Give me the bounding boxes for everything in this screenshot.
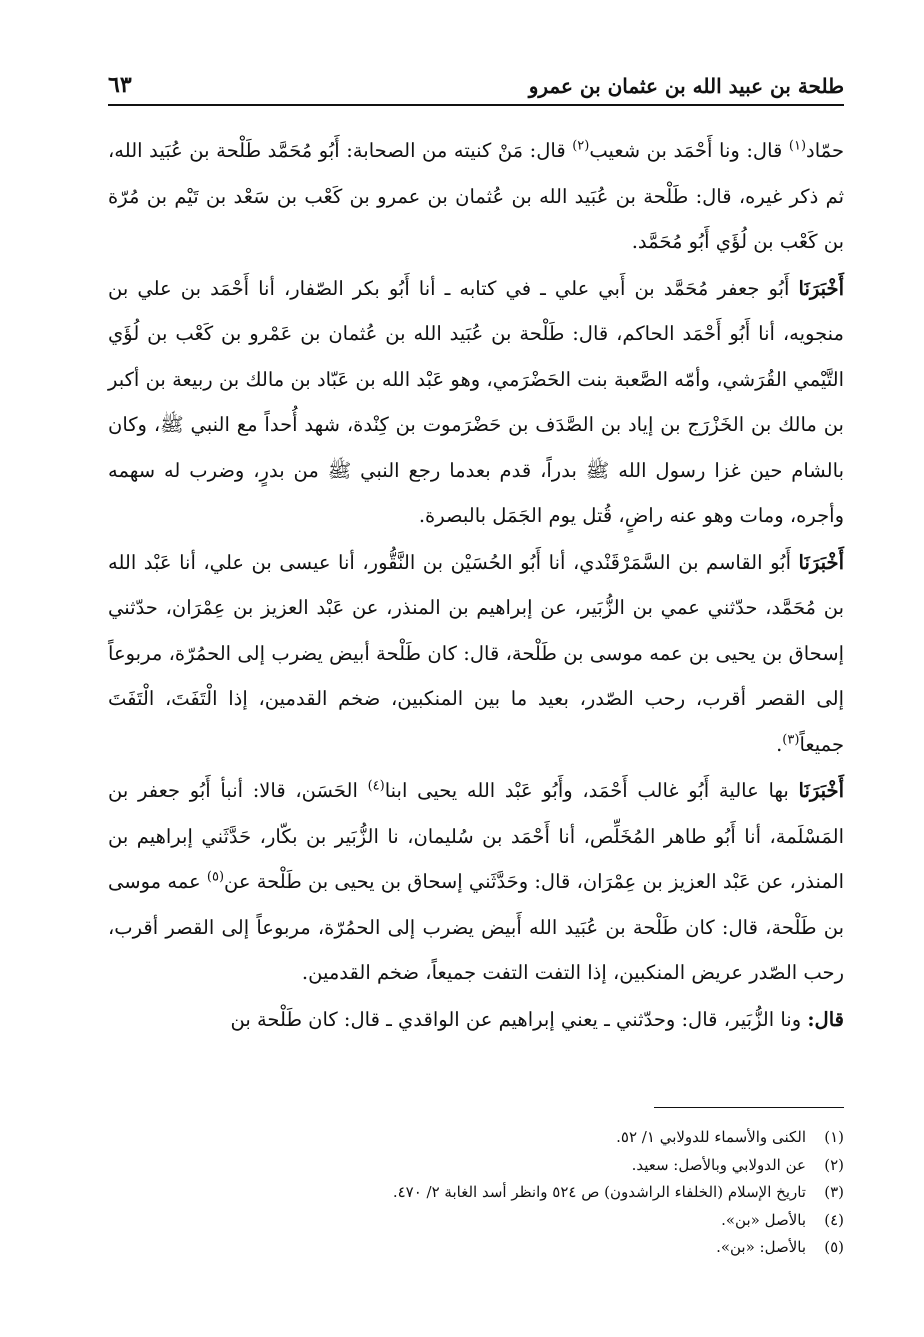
paragraph-text: بها عالية أَبُو غالب أَحْمَد، وأَبُو عَبْد الله يحيى ابنا bbox=[384, 779, 799, 802]
footnote-text: بالأصل: «بن». bbox=[716, 1238, 806, 1256]
paragraph-lead-word: أَخْبَرَنَا bbox=[798, 779, 844, 802]
footnote-number: (٥) bbox=[824, 1238, 844, 1256]
footnote-item bbox=[108, 1124, 844, 1152]
footnote-reference: (٣) bbox=[782, 732, 800, 747]
page-number: ٦٣ bbox=[108, 72, 132, 98]
text-paragraph bbox=[108, 266, 844, 539]
paragraph-text: الحَسَن، قالا: أنبأ أَبُو جعفر بن المَسْلَمة، أنا أَبُو طاهر المُخَلِّص، أنا أَحْمَد بن سُليمان، نا الزُّبَير بن بكّار، حَدَّثَني إبراهيم بن المنذر، عن عَبْد العزيز بن عِمْرَان، قال: وحَدَّثَني إسحاق بن يحيى بن طَلْحة عن bbox=[108, 779, 844, 893]
footnote-number: (١) bbox=[824, 1128, 844, 1146]
footnote-text: بالأصل «بن». bbox=[721, 1210, 806, 1229]
footnote-item bbox=[108, 1234, 844, 1262]
footnote-reference: (٤) bbox=[367, 778, 385, 794]
footnote-item bbox=[108, 1179, 844, 1207]
paragraph-lead-word: أَخْبَرَنَا bbox=[798, 276, 844, 300]
header-divider bbox=[108, 104, 844, 106]
footnote-number: (٣) bbox=[824, 1183, 844, 1201]
running-header bbox=[108, 68, 844, 98]
paragraph-lead-word: قال: bbox=[807, 1007, 844, 1031]
paragraph-text: قال: ونا أَحْمَد بن شعيب bbox=[589, 139, 789, 162]
text-paragraph bbox=[108, 768, 844, 996]
footnote-item bbox=[108, 1152, 844, 1180]
footnote-text: الكنى والأسماء للدولابي ١/ ٥٢. bbox=[616, 1128, 806, 1146]
footnote-text: عن الدولابي وبالأصل: سعيد. bbox=[631, 1155, 806, 1174]
text-paragraph bbox=[108, 997, 844, 1043]
chapter-title: طلحة بن عبيد الله بن عثمان بن عمرو bbox=[528, 74, 844, 98]
text-paragraph bbox=[108, 128, 844, 265]
paragraph-text: أَبُو القاسم بن السَّمَرْقَنْدي، أنا أَبُو الحُسَيْن بن النَّقُّور، أنا عيسى بن علي، أنا عَبْد الله بن مُحَمَّد، حدّثني عمي بن الزُّبَير، عن إبراهيم بن المنذر، عن عَبْد العزيز بن عِمْرَان، حدّثني إسحاق بن يحيى بن عمه موسى بن طَلْحة، قال: كان طَلْحة أبيض يضرب إلى الحمُرّة، مربوعاً إلى القصر أقرب، رحب الصّدر، بعيد ما بين المنكبين، ضخم القدمين، إذا الْتَفَتَ، الْتَفَتَ جميعاً bbox=[108, 550, 844, 756]
paragraph-text: عمه موسى بن طَلْحة، قال: كان طَلْحة بن عُبَيد الله أَبيض يضرب إلى الحمُرّة، مربوعاً إلى القصر أقرب، رحب الصّدر عريض المنكبين، إذا التفت التفت جميعاً، ضخم القدمين. bbox=[108, 870, 844, 984]
paragraph-text: أَبُو جعفر مُحَمَّد بن أَبي علي ـ في كتابه ـ أنا أَبُو بكر الصّفار، أنا أَحْمَد بن علي بن منجويه، أنا أَبُو أَحْمَد الحاكم، قال: طَلْحة بن عُبَيد الله بن عُثمان بن عَمْرو بن كَعْب بن لُؤَي التَّيْمي القُرَشي، وأمّه الصَّعبة بنت الحَضْرَمي، وهو عَبْد الله بن عَبّاد بن مالك بن ربيعة بن أكبر بن مالك بن الخَزْرَج بن إياد بن الصَّدَف بن حَضْرَموت بن كِنْدة، شهد أُحداً مع النبي ﷺ، وكان بالشام حين غزا رسول الله ﷺ بدراً، قدم بعدما رجع النبي ﷺ من بدرٍ، وضرب له سهمه وأجره، ومات وهو عنه راضٍ، قُتل يوم الجَمَل بالبصرة. bbox=[108, 276, 844, 527]
footnote-number: (٤) bbox=[824, 1210, 844, 1229]
footnote-reference: (٢) bbox=[572, 138, 590, 154]
paragraph-text: . bbox=[776, 732, 783, 756]
footnote-reference: (٥) bbox=[206, 869, 225, 885]
footnote-number: (٢) bbox=[824, 1155, 844, 1174]
footnote-item bbox=[108, 1207, 844, 1235]
paragraph-lead-word: أَخْبَرَنَا bbox=[798, 550, 844, 574]
footnotes-list bbox=[108, 1124, 844, 1262]
footnote-text: تاريخ الإسلام (الخلفاء الراشدون) ص ٥٢٤ وانظر أسد الغابة ٢/ ٤٧٠. bbox=[392, 1183, 806, 1201]
paragraph-text: ونا الزُّبَير، قال: وحدّثني ـ يعني إبراهيم عن الواقدي ـ قال: كان طَلْحة بن bbox=[230, 1007, 808, 1031]
paragraph-text: قال: مَنْ كنيته من الصحابة: أَبُو مُحَمَّد طَلْحة بن عُبَيد الله، ثم ذكر غيره، قال: طَلْحة بن عُبَيد الله بن عُثمان بن عمرو بن كَعْب بن سَعْد بن تَيْم بن مُرّة بن كَعْب بن لُؤَي أَبُو مُحَمَّد. bbox=[108, 139, 844, 253]
paragraph-text: حمّاد bbox=[806, 139, 844, 162]
text-paragraph bbox=[108, 540, 844, 768]
footnote-divider bbox=[654, 1107, 844, 1108]
main-text bbox=[108, 128, 844, 1043]
footnote-reference: (١) bbox=[788, 138, 807, 154]
